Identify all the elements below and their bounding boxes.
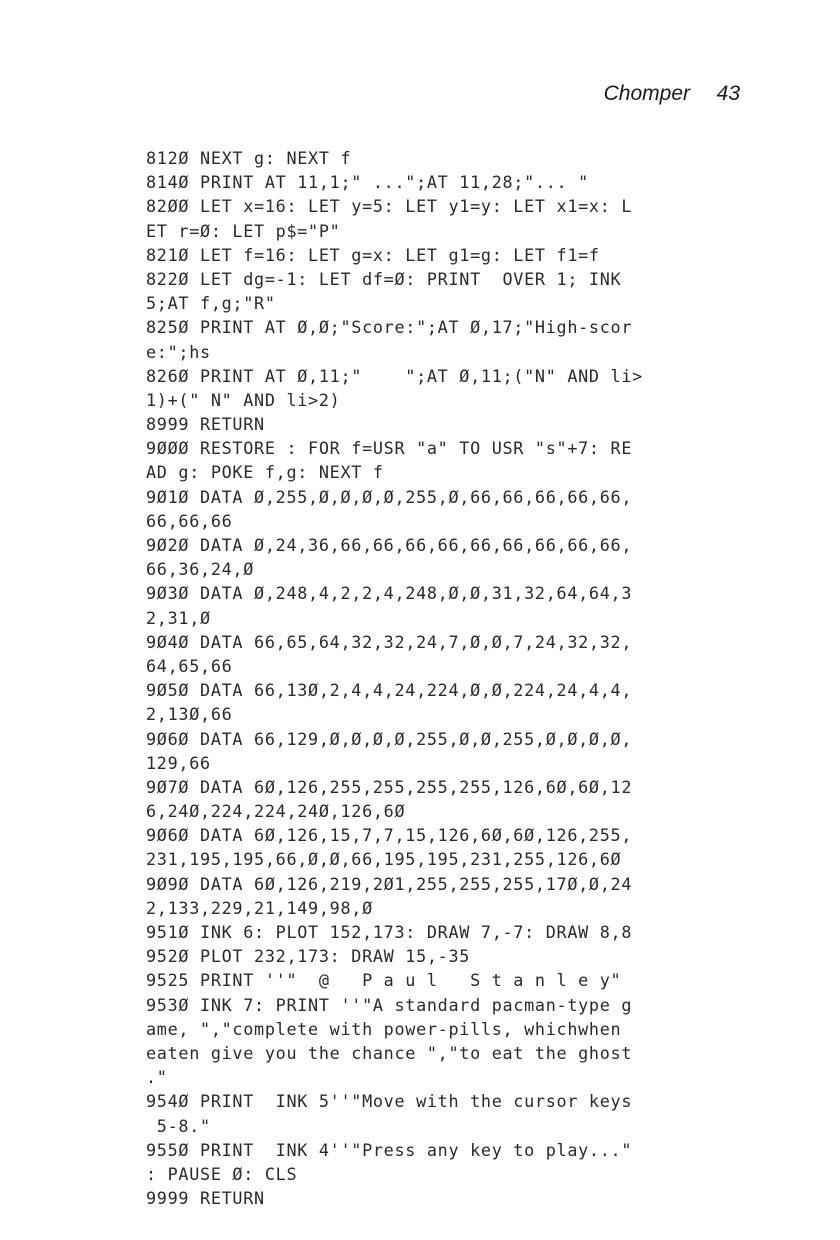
code-line: 952Ø PLOT 232,173: DRAW 15,-35 <box>146 946 471 967</box>
code-line: e:";hs <box>146 341 211 362</box>
code-line: 953Ø INK 7: PRINT ''"A standard pacman-type g <box>146 994 633 1015</box>
code-line: 9Ø1Ø DATA Ø,255,Ø,Ø,Ø,Ø,255,Ø,66,66,66,66,66, <box>146 486 633 507</box>
code-line: 8999 RETURN <box>146 414 265 435</box>
code-line: 814Ø PRINT AT 11,1;" ...";AT 11,28;"... " <box>146 172 589 193</box>
code-line: 9Ø5Ø DATA 66,13Ø,2,4,4,24,224,Ø,Ø,224,24,4,4, <box>146 680 633 701</box>
code-line: 129,66 <box>146 752 211 773</box>
code-line: 5;AT f,g;"R" <box>146 293 276 314</box>
chapter-title: Chomper <box>603 82 690 105</box>
page-header <box>0 78 840 114</box>
code-line: 9525 PRINT ''" @ P a u l S t a n l e y" <box>146 970 622 991</box>
code-line: 821Ø LET f=16: LET g=x: LET g1=g: LET f1=f <box>146 244 600 265</box>
code-line: ame, ","complete with power-pills, whichwhen <box>146 1018 622 1039</box>
code-line: 9Ø3Ø DATA Ø,248,4,2,2,4,248,Ø,Ø,31,32,64,64,3 <box>146 583 633 604</box>
code-line: ET r=Ø: LET p$="P" <box>146 220 341 241</box>
code-line: 825Ø PRINT AT Ø,Ø;"Score:";AT Ø,17;"High-scor <box>146 317 633 338</box>
code-line: 64,65,66 <box>146 655 233 676</box>
code-line: 82ØØ LET x=16: LET y=5: LET y1=y: LET x1=x: L <box>146 196 633 217</box>
code-line: 6,24Ø,224,224,24Ø,126,6Ø <box>146 801 406 822</box>
code-line: 9Ø6Ø DATA 66,129,Ø,Ø,Ø,Ø,255,Ø,Ø,255,Ø,Ø,Ø,Ø, <box>146 728 633 749</box>
code-line: 66,36,24,Ø <box>146 559 255 580</box>
code-line: 955Ø PRINT INK 4''"Press any key to play..." <box>146 1139 633 1160</box>
code-line: 9ØØØ RESTORE : FOR f=USR "a" TO USR "s"+7: RE <box>146 438 633 459</box>
code-line: 9Ø9Ø DATA 6Ø,126,219,2Ø1,255,255,255,17Ø,Ø,24 <box>146 873 633 894</box>
code-line: eaten give you the chance ","to eat the ghost <box>146 1042 633 1063</box>
code-line: 1)+(" N" AND li>2) <box>146 389 341 410</box>
code-line: 9Ø6Ø DATA 6Ø,126,15,7,7,15,126,6Ø,6Ø,126,255, <box>146 825 633 846</box>
code-line: 2,13Ø,66 <box>146 704 233 725</box>
code-line: 231,195,195,66,Ø,Ø,66,195,195,231,255,126,6Ø <box>146 849 622 870</box>
code-line: AD g: POKE f,g: NEXT f <box>146 462 384 483</box>
code-line: 9Ø7Ø DATA 6Ø,126,255,255,255,255,126,6Ø,6Ø,12 <box>146 776 633 797</box>
code-line: 9999 RETURN <box>146 1188 265 1209</box>
page-number: 43 <box>716 82 740 105</box>
code-line: 826Ø PRINT AT Ø,11;" ";AT Ø,11;("N" AND li> <box>146 365 643 386</box>
code-line: 822Ø LET dg=-1: LET df=Ø: PRINT OVER 1; INK <box>146 268 622 289</box>
code-line: 9Ø4Ø DATA 66,65,64,32,32,24,7,Ø,Ø,7,24,32,32, <box>146 631 633 652</box>
code-line: 954Ø PRINT INK 5''"Move with the cursor keys <box>146 1091 633 1112</box>
code-line: 5-8." <box>146 1115 211 1136</box>
basic-program-listing <box>146 146 766 1226</box>
code-line: 2,31,Ø <box>146 607 211 628</box>
code-line: 951Ø INK 6: PLOT 152,173: DRAW 7,-7: DRAW 8,8 <box>146 922 633 942</box>
code-line: ." <box>146 1067 168 1088</box>
code-line: 66,66,66 <box>146 510 233 531</box>
code-line: 2,133,229,21,149,98,Ø <box>146 897 373 918</box>
code-line: 9Ø2Ø DATA Ø,24,36,66,66,66,66,66,66,66,66,66, <box>146 535 633 555</box>
code-line: : PAUSE Ø: CLS <box>146 1163 298 1184</box>
code-line: 812Ø NEXT g: NEXT f <box>146 148 352 168</box>
